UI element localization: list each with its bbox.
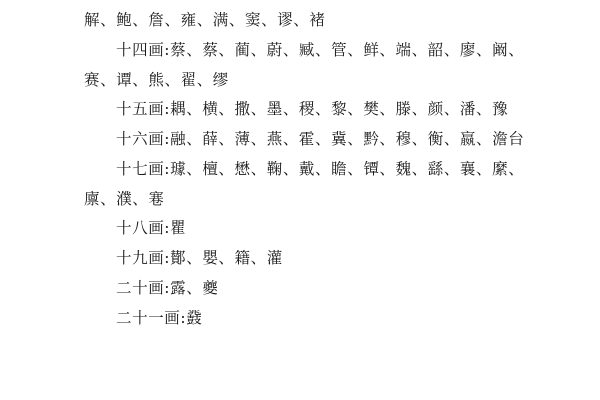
paragraph: 十四画:蔡、蔡、蔺、蔚、臧、管、鲜、端、韶、廖、阚、赛、谭、熊、翟、缪 xyxy=(84,40,525,89)
paragraph: 解、鲍、詹、雍、满、窦、谬、褚 xyxy=(84,11,326,29)
paragraph: 十八画:瞿 xyxy=(116,219,187,238)
paragraph: 十七画:璩、檀、懋、鞠、戴、瞻、镡、魏、繇、襄、縻、廪、濮、寋 xyxy=(84,159,525,208)
paragraph: 二十画:露、夔 xyxy=(116,278,219,297)
paragraph: 十六画:融、薛、薄、燕、霍、冀、黔、穆、衡、嬴、澹台 xyxy=(116,130,525,148)
paragraph: 二十一画:鼗 xyxy=(116,308,203,327)
paragraph: 十九画:鄼、嬰、籍、灌 xyxy=(116,249,283,267)
paragraph: 十五画:耦、横、撒、墨、稷、黎、樊、滕、颜、潘、豫 xyxy=(116,100,509,119)
document-body xyxy=(84,6,540,333)
